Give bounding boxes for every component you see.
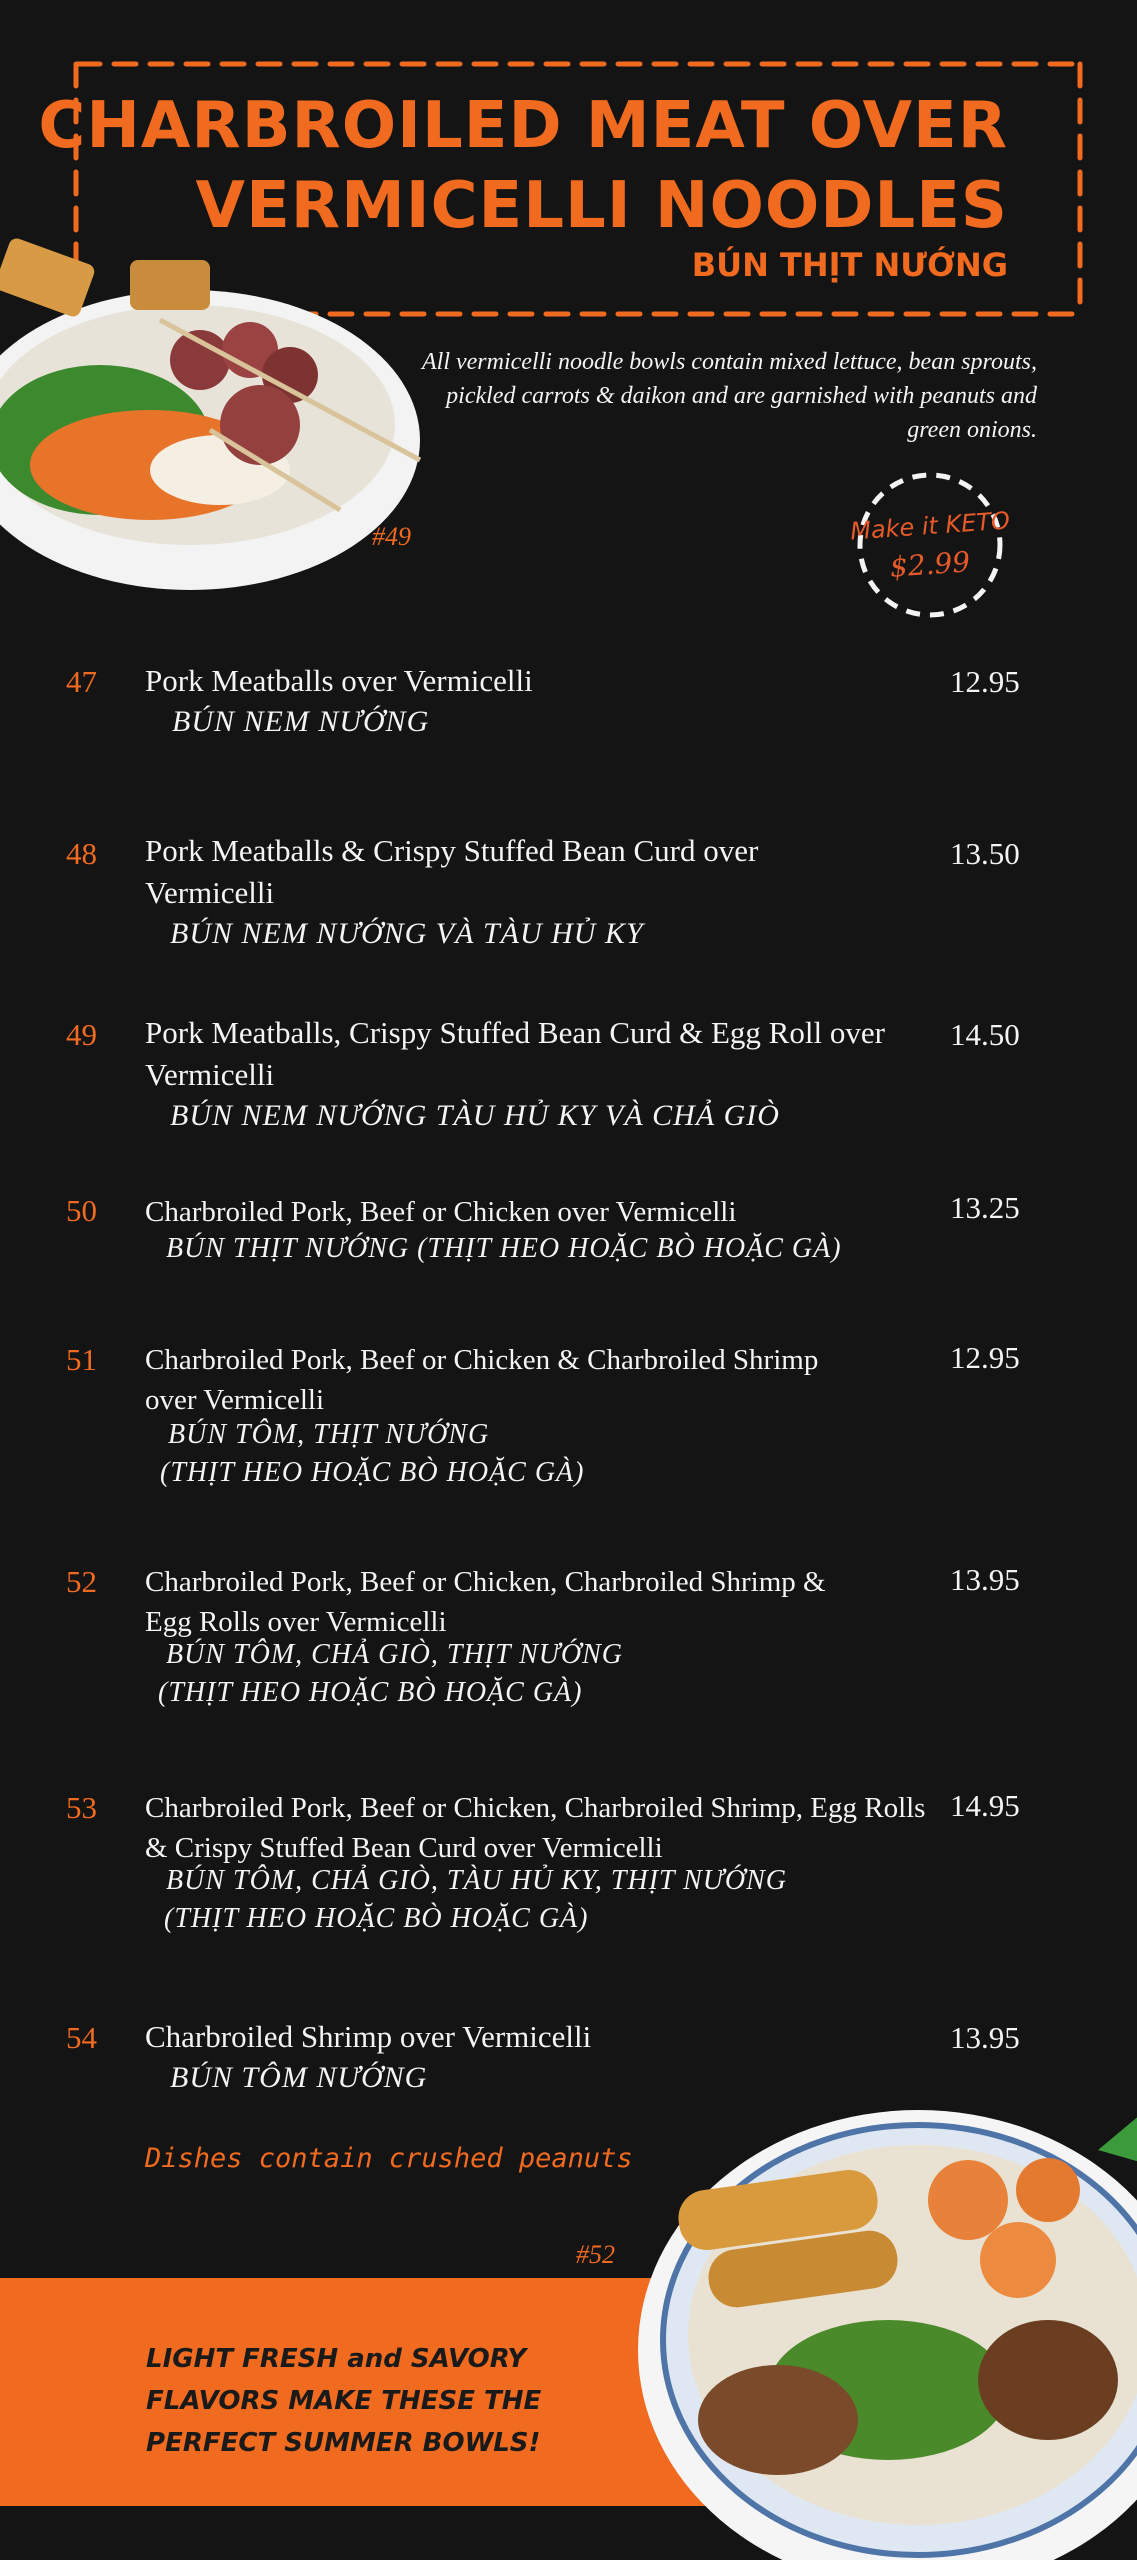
item-number: 48 xyxy=(66,836,97,871)
title-line-1: CHARBROILED MEAT OVER xyxy=(38,89,1008,163)
item-price: 13.95 xyxy=(950,2020,1020,2055)
item-number: 53 xyxy=(66,1790,97,1825)
item-name: Charbroiled Shrimp over Vermicelli xyxy=(145,2019,592,2054)
item-price: 12.95 xyxy=(950,1340,1020,1375)
item-number: 47 xyxy=(66,664,97,699)
item-name: Charbroiled Pork, Beef or Chicken, Charbroiled Shrimp, Egg Rolls & Crispy Stuffed Bean Curd over Vermicelli xyxy=(145,1792,926,1864)
title-line-2: VERMICELLI NOODLES xyxy=(195,169,1008,243)
keto-badge xyxy=(849,470,1011,620)
item-price: 14.95 xyxy=(950,1788,1020,1823)
keto-label: Make it KETO xyxy=(849,506,1011,546)
peanut-note: Dishes contain crushed peanuts xyxy=(145,2143,633,2174)
item-price: 13.95 xyxy=(950,1562,1020,1597)
item-viet-name: BÚN TÔM, CHẢ GIÒ, TÀU HỦ KY, THỊT NƯỚNG xyxy=(166,1865,787,1896)
item-name: Charbroiled Pork, Beef or Chicken over Vermicelli xyxy=(145,1196,737,1228)
item-price: 14.50 xyxy=(950,1017,1020,1052)
keto-price: $2.99 xyxy=(888,545,972,584)
promo-line-3: PERFECT SUMMER BOWLS! xyxy=(146,2428,541,2458)
item-price: 13.50 xyxy=(950,836,1020,871)
top-photo-label: #49 xyxy=(372,522,411,551)
item-price: 13.25 xyxy=(950,1190,1020,1225)
bottom-dish-photo xyxy=(628,2090,1137,2560)
item-name: Charbroiled Pork, Beef or Chicken, Charbroiled Shrimp & Egg Rolls over Vermicelli xyxy=(145,1566,826,1638)
item-name: Charbroiled Pork, Beef or Chicken & Charbroiled Shrimp over Vermicelli xyxy=(145,1344,819,1416)
item-viet-name: BÚN TÔM, THỊT NƯỚNG xyxy=(168,1419,490,1450)
item-viet-name: BÚN TÔM, CHẢ GIÒ, THỊT NƯỚNG xyxy=(166,1639,623,1670)
item-viet-name: BÚN THỊT NƯỚNG (THỊT HEO HOẶC BÒ HOẶC GÀ) xyxy=(166,1233,842,1264)
item-viet-name: BÚN TÔM NƯỚNG xyxy=(170,2061,428,2094)
item-name: Pork Meatballs & Crispy Stuffed Bean Curd over Vermicelli xyxy=(145,833,759,910)
item-viet-name: BÚN NEM NƯỚNG VÀ TÀU HỦ KY xyxy=(170,917,644,950)
promo-text xyxy=(146,2338,666,2464)
item-viet-name: BÚN NEM NƯỚNG TÀU HỦ KY VÀ CHẢ GIÒ xyxy=(170,1099,780,1132)
page-subtitle: BÚN THỊT NƯỚNG xyxy=(691,246,1008,284)
item-number: 50 xyxy=(66,1193,97,1228)
item-number: 51 xyxy=(66,1342,97,1377)
promo-line-1: LIGHT FRESH and SAVORY xyxy=(146,2344,527,2374)
bottom-photo-label: #52 xyxy=(576,2240,615,2269)
item-name: Pork Meatballs, Crispy Stuffed Bean Curd & Egg Roll over Vermicelli xyxy=(145,1015,885,1092)
item-viet-name-2: (THỊT HEO HOẶC BÒ HOẶC GÀ) xyxy=(158,1677,583,1708)
item-number: 54 xyxy=(66,2020,97,2055)
item-number: 52 xyxy=(66,1564,97,1599)
promo-line-2: FLAVORS MAKE THESE THE xyxy=(146,2386,542,2416)
item-price: 12.95 xyxy=(950,664,1020,699)
item-viet-name-2: (THỊT HEO HOẶC BÒ HOẶC GÀ) xyxy=(160,1457,585,1488)
item-number: 49 xyxy=(66,1017,97,1052)
item-name: Pork Meatballs over Vermicelli xyxy=(145,663,533,698)
intro-text: All vermicelli noodle bowls contain mixed lettuce, bean sprouts, pickled carrots & daikon and are garnished with peanuts and green onions. xyxy=(422,349,1037,443)
item-viet-name-2: (THỊT HEO HOẶC BÒ HOẶC GÀ) xyxy=(164,1903,589,1934)
top-dish-photo xyxy=(0,210,430,610)
item-viet-name: BÚN NEM NƯỚNG xyxy=(172,705,430,738)
